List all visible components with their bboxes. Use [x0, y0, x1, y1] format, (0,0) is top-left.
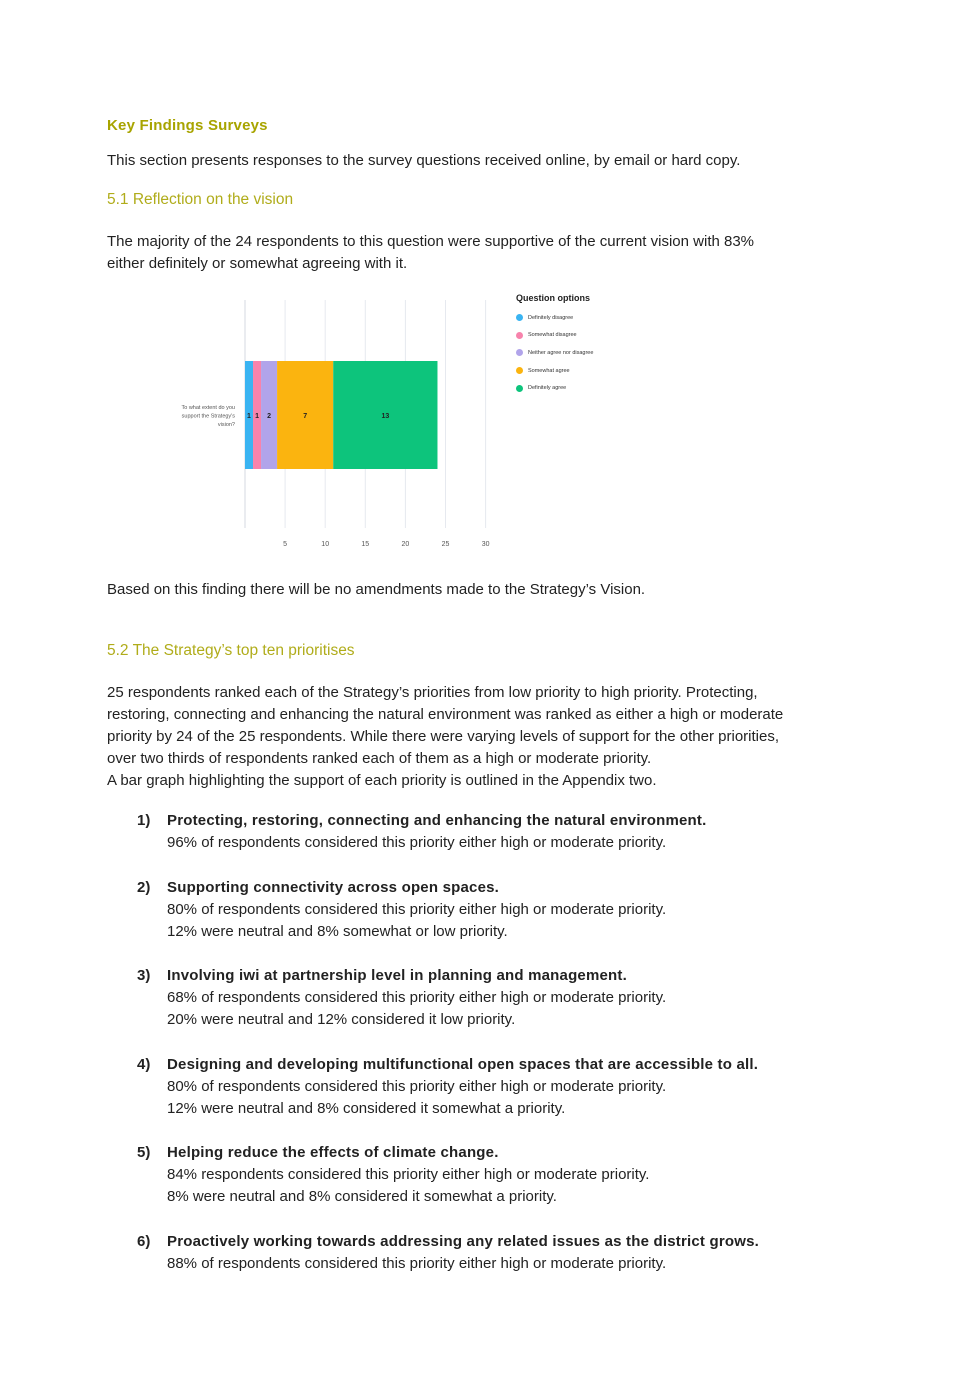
section-5-1-title: 5.1 Reflection on the vision: [107, 191, 294, 208]
x-tick-label: 10: [321, 541, 330, 548]
list-number: 4): [137, 1056, 151, 1073]
section-5-1-paragraph: [107, 231, 867, 275]
legend-item-somewhat-disagree: [516, 327, 593, 345]
legend-swatch: [516, 367, 523, 374]
category-label: support the Strategy's: [181, 413, 235, 420]
legend-title: Question options: [516, 293, 590, 303]
legend-item-somewhat-agree: [516, 362, 593, 380]
priority-detail: 12% were neutral and 8% considered it somewhat a priority.: [167, 1100, 566, 1117]
legend-swatch: [516, 314, 523, 321]
list-number: 2): [137, 879, 151, 896]
page-heading: Key Findings Surveys: [107, 117, 268, 134]
vision-support-chart: [150, 290, 510, 560]
priority-title: Protecting, restoring, connecting and enhancing the natural environment.: [167, 812, 707, 829]
x-tick-label: 25: [441, 541, 450, 548]
data-label: 7: [303, 413, 308, 420]
priority-detail: 80% of respondents considered this priority either high or moderate priority.: [167, 901, 667, 918]
priority-detail: 96% of respondents considered this priority either high or moderate priority.: [167, 834, 667, 851]
priority-detail: 84% respondents considered this priority either high or moderate priority.: [167, 1166, 650, 1183]
priority-title: Helping reduce the effects of climate change.: [167, 1144, 499, 1161]
list-number: 6): [137, 1233, 151, 1250]
legend-label: Somewhat disagree: [528, 332, 577, 339]
legend-label: Neither agree nor disagree: [528, 349, 594, 356]
category-label: vision?: [217, 422, 235, 428]
x-tick-label: 15: [361, 541, 370, 548]
data-label: 1: [247, 413, 251, 420]
legend-swatch: [516, 349, 523, 356]
x-tick-label: 20: [401, 541, 410, 548]
list-number: 5): [137, 1144, 151, 1161]
section-5-2-paragraph: [107, 682, 887, 792]
legend-item-neither: [516, 344, 593, 362]
priority-detail: 12% were neutral and 8% somewhat or low priority.: [167, 923, 508, 940]
category-label: To what extent do you: [181, 405, 235, 411]
priority-title: Involving iwi at partnership level in planning and management.: [167, 967, 627, 984]
data-label: 1: [255, 413, 259, 420]
list-number: 3): [137, 967, 151, 984]
x-tick-label: 5: [283, 541, 288, 548]
paragraph-line: 25 respondents ranked each of the Strategy’s priorities from low priority to high priority. Protecting,: [107, 684, 758, 701]
legend-item-definitely-disagree: [516, 309, 593, 327]
legend-item-definitely-agree: [516, 379, 593, 397]
section-5-1-conclusion: Based on this finding there will be no amendments made to the Strategy’s Vision.: [107, 581, 646, 598]
list-number: 1): [137, 812, 151, 829]
paragraph-line: The majority of the 24 respondents to this question were supportive of the current vision with 83%: [107, 233, 755, 250]
legend-label: Somewhat agree: [528, 367, 570, 374]
priority-detail: 20% were neutral and 12% considered it low priority.: [167, 1011, 516, 1028]
legend-swatch: [516, 332, 523, 339]
priority-title: Supporting connectivity across open spaces.: [167, 879, 500, 896]
legend-label: Definitely agree: [528, 385, 567, 392]
priority-detail: 88% of respondents considered this priority either high or moderate priority.: [167, 1255, 667, 1272]
priority-title: Designing and developing multifunctional open spaces that are accessible to all.: [167, 1056, 759, 1073]
paragraph-line: A bar graph highlighting the support of each priority is outlined in the Appendix two.: [107, 772, 657, 789]
section-5-2-title: 5.2 The Strategy’s top ten prioritises: [107, 642, 355, 659]
priority-detail: 80% of respondents considered this priority either high or moderate priority.: [167, 1078, 667, 1095]
priority-detail: 8% were neutral and 8% considered it somewhat a priority.: [167, 1188, 557, 1205]
paragraph-line: either definitely or somewhat agreeing with it.: [107, 255, 408, 272]
paragraph-line: priority by 24 of the 25 respondents. While there were varying levels of support for the other priorities,: [107, 728, 780, 745]
legend-swatch: [516, 385, 523, 392]
legend-label: Definitely disagree: [528, 314, 574, 321]
priority-detail: 68% of respondents considered this priority either high or moderate priority.: [167, 989, 667, 1006]
intro-paragraph: This section presents responses to the survey questions received online, by email or hard copy.: [107, 152, 741, 169]
paragraph-line: over two thirds of respondents ranked each of them as a high or moderate priority.: [107, 750, 652, 767]
chart-legend: [516, 293, 593, 397]
paragraph-line: restoring, connecting and enhancing the natural environment was ranked as either a high or moderate: [107, 706, 784, 723]
data-label: 2: [267, 413, 272, 420]
data-label: 13: [381, 413, 390, 420]
x-tick-label: 30: [481, 541, 490, 548]
priority-title: Proactively working towards addressing any related issues as the district grows.: [167, 1233, 760, 1250]
